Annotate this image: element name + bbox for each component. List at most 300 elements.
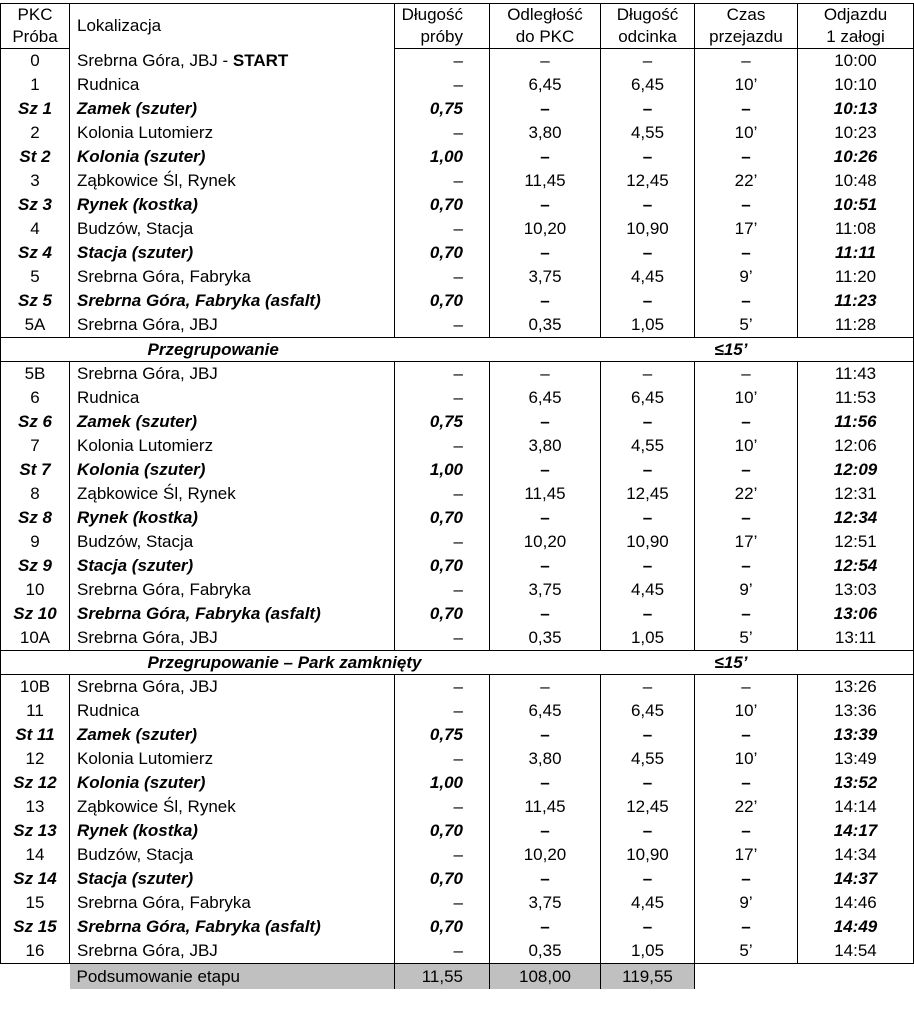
section-length-cell: 1,05 [601, 313, 695, 338]
distance-cell: 11,45 [490, 795, 601, 819]
special-stage-row [1, 410, 914, 434]
special-stage-row [1, 867, 914, 891]
stage-length-cell: 0,70 [395, 602, 490, 626]
pkc-cell: 5 [1, 265, 70, 289]
distance-cell: 10,20 [490, 843, 601, 867]
pkc-cell: 7 [1, 434, 70, 458]
distance-cell: – [490, 915, 601, 939]
table-row [1, 169, 914, 193]
drive-time-cell: 10’ [695, 386, 798, 410]
table-row [1, 843, 914, 867]
table-row [1, 386, 914, 410]
regroup-blank-end [798, 651, 914, 675]
distance-cell: – [490, 771, 601, 795]
distance-cell: 3,75 [490, 265, 601, 289]
departure-cell: 13:26 [798, 675, 914, 700]
special-stage-row [1, 145, 914, 169]
drive-time-cell: 10’ [695, 434, 798, 458]
location-cell: Rynek (kostka) [70, 506, 395, 530]
drive-time-cell: 10’ [695, 747, 798, 771]
special-stage-row [1, 241, 914, 265]
stage-length-cell: – [395, 434, 490, 458]
pkc-cell: 9 [1, 530, 70, 554]
header-pkc-line1: PKC [1, 4, 70, 27]
departure-cell: 13:06 [798, 602, 914, 626]
table-row [1, 121, 914, 145]
pkc-cell: 12 [1, 747, 70, 771]
departure-cell: 10:48 [798, 169, 914, 193]
departure-cell: 12:51 [798, 530, 914, 554]
drive-time-cell: – [695, 554, 798, 578]
distance-cell: – [490, 289, 601, 313]
pkc-cell: Sz 8 [1, 506, 70, 530]
stage-length-cell: 0,75 [395, 723, 490, 747]
regroup-blank [1, 651, 70, 675]
departure-cell: 13:49 [798, 747, 914, 771]
stage-length-cell: – [395, 73, 490, 97]
pkc-cell: Sz 4 [1, 241, 70, 265]
pkc-cell: Sz 3 [1, 193, 70, 217]
section-length-cell: 6,45 [601, 699, 695, 723]
drive-time-cell: – [695, 819, 798, 843]
location-cell: Ząbkowice Śl, Rynek [70, 482, 395, 506]
stage-length-cell: – [395, 747, 490, 771]
pkc-cell: 15 [1, 891, 70, 915]
table-header [1, 4, 914, 49]
section-length-cell: 12,45 [601, 482, 695, 506]
drive-time-cell: 9’ [695, 891, 798, 915]
distance-cell: – [490, 675, 601, 700]
location-cell: Srebrna Góra, Fabryka (asfalt) [70, 602, 395, 626]
distance-cell: 10,20 [490, 530, 601, 554]
section-length-cell: – [601, 723, 695, 747]
distance-cell: 6,45 [490, 73, 601, 97]
distance-cell: – [490, 145, 601, 169]
table-row [1, 482, 914, 506]
location-cell: Srebrna Góra, JBJ [70, 626, 395, 651]
section-length-cell: 12,45 [601, 169, 695, 193]
location-cell: Srebrna Góra, Fabryka (asfalt) [70, 289, 395, 313]
summary-distance: 108,00 [490, 964, 601, 990]
pkc-cell: Sz 9 [1, 554, 70, 578]
section-length-cell: – [601, 49, 695, 74]
special-stage-row [1, 554, 914, 578]
location-cell: Zamek (szuter) [70, 97, 395, 121]
section-length-cell: – [601, 771, 695, 795]
departure-cell: 10:00 [798, 49, 914, 74]
drive-time-cell: 17’ [695, 530, 798, 554]
section-length-cell: 1,05 [601, 939, 695, 964]
section-length-cell: – [601, 289, 695, 313]
departure-cell: 10:51 [798, 193, 914, 217]
pkc-cell: 5B [1, 362, 70, 387]
regroup-time-limit: ≤15’ [695, 651, 798, 675]
distance-cell: 11,45 [490, 169, 601, 193]
drive-time-cell: – [695, 362, 798, 387]
location-cell: Ząbkowice Śl, Rynek [70, 169, 395, 193]
pkc-cell: Sz 5 [1, 289, 70, 313]
location-cell: Zamek (szuter) [70, 410, 395, 434]
regroup-label: Przegrupowanie [70, 338, 695, 362]
departure-cell: 14:34 [798, 843, 914, 867]
stage-length-cell: – [395, 217, 490, 241]
distance-cell: 10,20 [490, 217, 601, 241]
section-length-cell: 10,90 [601, 530, 695, 554]
location-cell: Kolonia (szuter) [70, 145, 395, 169]
pkc-cell: Sz 12 [1, 771, 70, 795]
table-row [1, 434, 914, 458]
pkc-cell: 8 [1, 482, 70, 506]
departure-cell: 11:56 [798, 410, 914, 434]
pkc-cell: Sz 15 [1, 915, 70, 939]
distance-cell: – [490, 193, 601, 217]
special-stage-row [1, 97, 914, 121]
location-cell: Srebrna Góra, Fabryka [70, 578, 395, 602]
departure-cell: 12:06 [798, 434, 914, 458]
section-length-cell: – [601, 867, 695, 891]
drive-time-cell: – [695, 458, 798, 482]
summary-section-length: 119,55 [601, 964, 695, 990]
start-label: START [232, 50, 289, 70]
distance-cell: – [490, 410, 601, 434]
table-row [1, 265, 914, 289]
pkc-cell: 1 [1, 73, 70, 97]
location-cell: Rudnica [70, 386, 395, 410]
header-distance-line2: do PKC [490, 26, 601, 49]
table-row [1, 747, 914, 771]
drive-time-cell: 5’ [695, 313, 798, 338]
location-cell: Rynek (kostka) [70, 193, 395, 217]
distance-cell: – [490, 241, 601, 265]
distance-cell: – [490, 49, 601, 74]
drive-time-cell: – [695, 97, 798, 121]
section-length-cell: – [601, 145, 695, 169]
section-length-cell: 4,55 [601, 747, 695, 771]
section-length-cell: 12,45 [601, 795, 695, 819]
departure-cell: 13:52 [798, 771, 914, 795]
location-cell [70, 49, 395, 74]
section-length-cell: 4,45 [601, 578, 695, 602]
stage-length-cell: – [395, 843, 490, 867]
table-row [1, 939, 914, 964]
table-row [1, 362, 914, 387]
drive-time-cell: – [695, 49, 798, 74]
distance-cell: – [490, 723, 601, 747]
distance-cell: 3,80 [490, 434, 601, 458]
departure-cell: 14:17 [798, 819, 914, 843]
location-cell: Srebrna Góra, Fabryka (asfalt) [70, 915, 395, 939]
stage-length-cell: 0,75 [395, 97, 490, 121]
location-cell: Srebrna Góra, JBJ [70, 675, 395, 700]
section-length-cell: – [601, 362, 695, 387]
regroup-blank-end [798, 338, 914, 362]
location-cell: Ząbkowice Śl, Rynek [70, 795, 395, 819]
distance-cell: 6,45 [490, 699, 601, 723]
pkc-cell: 16 [1, 939, 70, 964]
special-stage-row [1, 506, 914, 530]
departure-cell: 14:14 [798, 795, 914, 819]
stage-length-cell: 0,70 [395, 506, 490, 530]
pkc-cell: St 7 [1, 458, 70, 482]
departure-cell: 13:39 [798, 723, 914, 747]
pkc-cell: 10B [1, 675, 70, 700]
drive-time-cell: – [695, 506, 798, 530]
departure-cell: 10:13 [798, 97, 914, 121]
drive-time-cell: – [695, 723, 798, 747]
header-stage-length-line2: próby [395, 26, 490, 49]
special-stage-row [1, 602, 914, 626]
header-drive-time-line2: przejazdu [695, 26, 798, 49]
distance-cell: 6,45 [490, 386, 601, 410]
pkc-cell: 10A [1, 626, 70, 651]
drive-time-cell: – [695, 771, 798, 795]
stage-length-cell: – [395, 891, 490, 915]
drive-time-cell: 10’ [695, 73, 798, 97]
pkc-cell: 6 [1, 386, 70, 410]
stage-length-cell: 0,75 [395, 410, 490, 434]
pkc-cell: St 11 [1, 723, 70, 747]
special-stage-row [1, 289, 914, 313]
departure-cell: 11:23 [798, 289, 914, 313]
section-length-cell: – [601, 193, 695, 217]
location-cell: Kolonia Lutomierz [70, 434, 395, 458]
location-cell: Srebrna Góra, Fabryka [70, 891, 395, 915]
section-length-cell: – [601, 554, 695, 578]
table-row [1, 891, 914, 915]
section-length-cell: 4,55 [601, 121, 695, 145]
stage-length-cell: – [395, 578, 490, 602]
special-stage-row [1, 771, 914, 795]
location-cell: Rudnica [70, 73, 395, 97]
distance-cell: – [490, 554, 601, 578]
pkc-cell: Sz 6 [1, 410, 70, 434]
distance-cell: – [490, 458, 601, 482]
summary-label: Podsumowanie etapu [70, 964, 395, 990]
section-length-cell: – [601, 410, 695, 434]
departure-cell: 10:10 [798, 73, 914, 97]
departure-cell: 11:20 [798, 265, 914, 289]
summary-row [1, 964, 914, 990]
drive-time-cell: – [695, 915, 798, 939]
pkc-cell: 0 [1, 49, 70, 74]
header-pkc-line2: Próba [1, 26, 70, 49]
stage-length-cell: – [395, 699, 490, 723]
section-length-cell: 4,45 [601, 265, 695, 289]
drive-time-cell: – [695, 410, 798, 434]
location-cell: Srebrna Góra, JBJ [70, 939, 395, 964]
stage-length-cell: 0,70 [395, 554, 490, 578]
drive-time-cell: 9’ [695, 578, 798, 602]
special-stage-row [1, 819, 914, 843]
regroup-time-limit: ≤15’ [695, 338, 798, 362]
section-length-cell: 6,45 [601, 386, 695, 410]
departure-cell: 14:54 [798, 939, 914, 964]
section-length-cell: 10,90 [601, 843, 695, 867]
location-cell: Srebrna Góra, JBJ [70, 313, 395, 338]
drive-time-cell: – [695, 867, 798, 891]
distance-cell: 3,75 [490, 891, 601, 915]
header-stage-length-line1: Długość [395, 4, 490, 27]
departure-cell: 13:11 [798, 626, 914, 651]
stage-length-cell: 0,70 [395, 289, 490, 313]
distance-cell: 0,35 [490, 313, 601, 338]
drive-time-cell: – [695, 675, 798, 700]
departure-cell: 14:37 [798, 867, 914, 891]
section-length-cell: – [601, 506, 695, 530]
location-cell: Zamek (szuter) [70, 723, 395, 747]
distance-cell: – [490, 819, 601, 843]
stage-length-cell: – [395, 675, 490, 700]
location-cell: Rudnica [70, 699, 395, 723]
table-row [1, 313, 914, 338]
special-stage-row [1, 193, 914, 217]
distance-cell: 0,35 [490, 939, 601, 964]
departure-cell: 12:54 [798, 554, 914, 578]
stage-length-cell: – [395, 362, 490, 387]
header-departure-line1: Odjazdu [798, 4, 914, 27]
drive-time-cell: – [695, 241, 798, 265]
pkc-cell: Sz 13 [1, 819, 70, 843]
distance-cell: 0,35 [490, 626, 601, 651]
section-length-cell: 10,90 [601, 217, 695, 241]
departure-cell: 10:26 [798, 145, 914, 169]
drive-time-cell: – [695, 602, 798, 626]
header-drive-time-line1: Czas [695, 4, 798, 27]
drive-time-cell: 17’ [695, 843, 798, 867]
table-body [1, 49, 914, 990]
header-location: Lokalizacja [70, 4, 395, 49]
distance-cell: – [490, 602, 601, 626]
stage-length-cell: 0,70 [395, 241, 490, 265]
distance-cell: 11,45 [490, 482, 601, 506]
drive-time-cell: 5’ [695, 939, 798, 964]
stage-length-cell: 1,00 [395, 458, 490, 482]
departure-cell: 12:31 [798, 482, 914, 506]
location-cell: Budzów, Stacja [70, 530, 395, 554]
location-cell: Kolonia Lutomierz [70, 747, 395, 771]
section-length-cell: – [601, 915, 695, 939]
stage-length-cell: – [395, 313, 490, 338]
drive-time-cell: 22’ [695, 482, 798, 506]
drive-time-cell: 10’ [695, 699, 798, 723]
summary-blank-3 [798, 964, 914, 990]
location-cell: Budzów, Stacja [70, 843, 395, 867]
section-length-cell: – [601, 97, 695, 121]
drive-time-cell: 22’ [695, 169, 798, 193]
table-row [1, 795, 914, 819]
table-row [1, 626, 914, 651]
stage-length-cell: 0,70 [395, 193, 490, 217]
pkc-cell: 4 [1, 217, 70, 241]
departure-cell: 13:36 [798, 699, 914, 723]
section-length-cell: 6,45 [601, 73, 695, 97]
stage-length-cell: – [395, 265, 490, 289]
pkc-cell: 10 [1, 578, 70, 602]
distance-cell: – [490, 97, 601, 121]
pkc-cell: 3 [1, 169, 70, 193]
location-cell: Budzów, Stacja [70, 217, 395, 241]
section-length-cell: – [601, 819, 695, 843]
departure-cell: 12:09 [798, 458, 914, 482]
stage-length-cell: – [395, 482, 490, 506]
distance-cell: – [490, 506, 601, 530]
drive-time-cell: 22’ [695, 795, 798, 819]
section-length-cell: – [601, 675, 695, 700]
special-stage-row [1, 723, 914, 747]
section-length-cell: – [601, 241, 695, 265]
stage-length-cell: – [395, 795, 490, 819]
location-cell: Stacja (szuter) [70, 867, 395, 891]
section-length-cell: – [601, 602, 695, 626]
pkc-cell: 5A [1, 313, 70, 338]
stage-schedule-table [0, 3, 914, 989]
departure-cell: 11:53 [798, 386, 914, 410]
distance-cell: 3,80 [490, 747, 601, 771]
pkc-cell: 13 [1, 795, 70, 819]
pkc-cell: 2 [1, 121, 70, 145]
header-section-length-line2: odcinka [601, 26, 695, 49]
stage-length-cell: – [395, 939, 490, 964]
stage-length-cell: 1,00 [395, 771, 490, 795]
departure-cell: 12:34 [798, 506, 914, 530]
departure-cell: 11:28 [798, 313, 914, 338]
location-cell: Stacja (szuter) [70, 241, 395, 265]
stage-length-cell: 0,70 [395, 915, 490, 939]
stage-length-cell: – [395, 121, 490, 145]
location-cell: Kolonia Lutomierz [70, 121, 395, 145]
departure-cell: 14:46 [798, 891, 914, 915]
distance-cell: 3,75 [490, 578, 601, 602]
stage-length-cell: 0,70 [395, 819, 490, 843]
summary-blank-2 [695, 964, 798, 990]
departure-cell: 11:11 [798, 241, 914, 265]
stage-length-cell: 1,00 [395, 145, 490, 169]
regroup-label: Przegrupowanie – Park zamknięty [70, 651, 695, 675]
stage-length-cell: – [395, 626, 490, 651]
departure-cell: 10:23 [798, 121, 914, 145]
pkc-cell: Sz 1 [1, 97, 70, 121]
pkc-cell: 11 [1, 699, 70, 723]
table-row [1, 578, 914, 602]
pkc-cell: St 2 [1, 145, 70, 169]
section-length-cell: 1,05 [601, 626, 695, 651]
distance-cell: – [490, 362, 601, 387]
table-row [1, 73, 914, 97]
departure-cell: 11:08 [798, 217, 914, 241]
section-length-cell: 4,55 [601, 434, 695, 458]
drive-time-cell: – [695, 193, 798, 217]
special-stage-row [1, 458, 914, 482]
stage-length-cell: – [395, 386, 490, 410]
header-distance-line1: Odległość [490, 4, 601, 27]
distance-cell: – [490, 867, 601, 891]
location-cell: Stacja (szuter) [70, 554, 395, 578]
regroup-blank [1, 338, 70, 362]
stage-length-cell: – [395, 169, 490, 193]
pkc-cell: 14 [1, 843, 70, 867]
pkc-cell: Sz 10 [1, 602, 70, 626]
departure-cell: 13:03 [798, 578, 914, 602]
distance-cell: 3,80 [490, 121, 601, 145]
regroup-row [1, 338, 914, 362]
drive-time-cell: 10’ [695, 121, 798, 145]
drive-time-cell: 17’ [695, 217, 798, 241]
header-departure-line2: 1 załogi [798, 26, 914, 49]
stage-length-cell: – [395, 530, 490, 554]
table-row [1, 675, 914, 700]
header-section-length-line1: Długość [601, 4, 695, 27]
section-length-cell: 4,45 [601, 891, 695, 915]
